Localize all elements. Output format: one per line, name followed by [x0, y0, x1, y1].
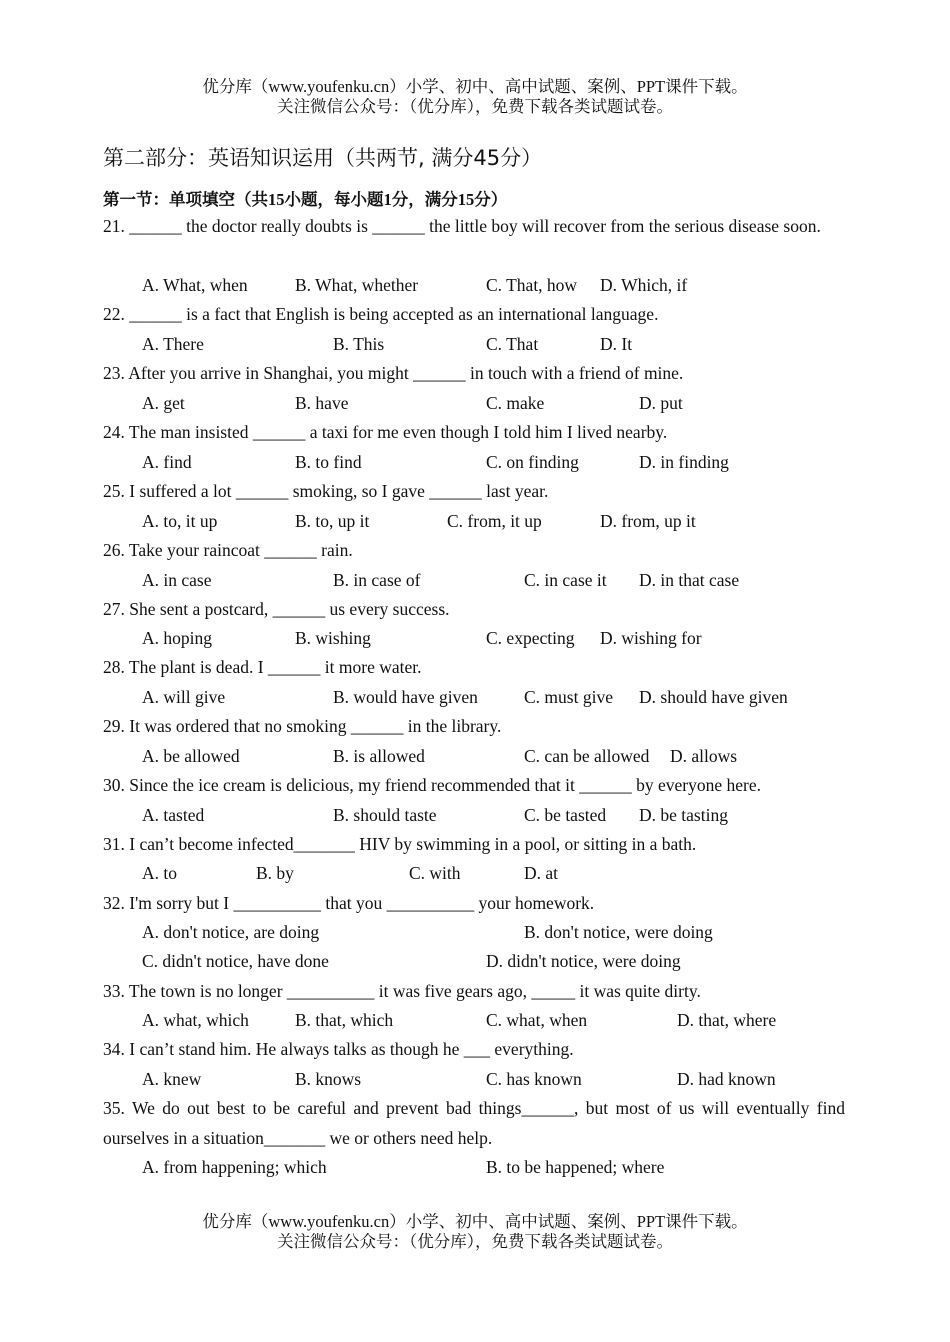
question-stem: 21. ______ the doctor really doubts is ______ the little boy will recover from the serious disease soon. — [103, 216, 821, 236]
option-b: B. to find — [295, 452, 362, 472]
option-b: B. is allowed — [333, 746, 425, 766]
option-a: A. get — [142, 393, 185, 413]
option-a: A. in case — [142, 570, 212, 590]
question-stem: 34. I can’t stand him. He always talks as though he ___ everything. — [103, 1039, 574, 1059]
option-a: A. tasted — [142, 805, 205, 825]
option-b: B. should taste — [333, 805, 437, 825]
page-header — [0, 77, 950, 117]
option-b: B. by — [256, 863, 294, 883]
question-stem: 30. Since the ice cream is delicious, my friend recommended that it ______ by everyone here. — [103, 775, 761, 795]
option-d: D. had known — [677, 1069, 776, 1089]
option-c: C. what, when — [486, 1010, 588, 1030]
question-stem: 33. The town is no longer __________ it was five gears ago, _____ it was quite dirty. — [103, 981, 701, 1001]
option-c: C. make — [486, 393, 545, 413]
header-line-1: 优分库（www.youfenku.cn）小学、初中、高中试题、案例、PPT课件下载。 — [202, 77, 748, 96]
question-stem: 29. It was ordered that no smoking ______ in the library. — [103, 716, 502, 736]
option-b: B. have — [295, 393, 349, 413]
option-c: C. must give — [524, 687, 613, 707]
option-d: D. be tasting — [639, 805, 728, 825]
option-d: D. in finding — [639, 452, 729, 472]
option-a: A. hoping — [142, 628, 212, 648]
question-stem: 22. ______ is a fact that English is being accepted as an international language. — [103, 304, 659, 324]
option-b: B. What, whether — [295, 275, 419, 295]
option-d: D. in that case — [639, 570, 740, 590]
option-b: B. don't notice, were doing — [524, 922, 713, 942]
option-a: A. what, which — [142, 1010, 249, 1030]
option-d: D. should have given — [639, 687, 788, 707]
option-c: C. with — [409, 863, 461, 883]
option-a: A. will give — [142, 687, 226, 707]
option-d: D. It — [600, 334, 633, 354]
question-stem: 28. The plant is dead. I ______ it more water. — [103, 657, 422, 677]
option-d: D. wishing for — [600, 628, 702, 648]
option-d: D. put — [639, 393, 683, 413]
option-b: B. This — [333, 334, 385, 354]
question-stem: 23. After you arrive in Shanghai, you might ______ in touch with a friend of mine. — [103, 363, 684, 383]
question-stem: 31. I can’t become infected_______ HIV by swimming in a pool, or sitting in a bath. — [103, 834, 697, 854]
option-c: C. can be allowed — [524, 746, 650, 766]
option-d: D. allows — [670, 746, 738, 766]
option-a: A. find — [142, 452, 192, 472]
option-a: A. to — [142, 863, 177, 883]
option-d: D. at — [524, 863, 559, 883]
option-d: D. didn't notice, were doing — [486, 951, 681, 971]
option-a: A. There — [142, 334, 204, 354]
option-d: D. Which, if — [600, 275, 688, 295]
option-c: C. That — [486, 334, 539, 354]
option-c: C. That, how — [486, 275, 578, 295]
option-b: B. to be happened; where — [486, 1157, 665, 1177]
option-c: C. in case it — [524, 570, 607, 590]
question-stem: 32. I'm sorry but I __________ that you __________ your homework. — [103, 893, 595, 913]
option-b: B. that, which — [295, 1010, 394, 1030]
option-a: A. be allowed — [142, 746, 240, 766]
question-stem: 27. She sent a postcard, ______ us every success. — [103, 599, 450, 619]
option-b: B. to, up it — [295, 511, 370, 531]
option-d: D. from, up it — [600, 511, 696, 531]
option-c: C. be tasted — [524, 805, 607, 825]
question-stem: 24. The man insisted ______ a taxi for me even though I told him I lived nearby. — [103, 422, 668, 442]
option-b: B. in case of — [333, 570, 421, 590]
header-line-2: 关注微信公众号：（优分库），免费下载各类试题试卷。 — [277, 97, 673, 116]
option-c: C. expecting — [486, 628, 575, 648]
option-c: C. from, it up — [447, 511, 542, 531]
option-b: B. would have given — [333, 687, 478, 707]
footer-line-1: 优分库（www.youfenku.cn）小学、初中、高中试题、案例、PPT课件下载。 — [202, 1212, 748, 1231]
option-c: C. on finding — [486, 452, 579, 472]
option-a: A. don't notice, are doing — [142, 922, 320, 942]
option-c: C. didn't notice, have done — [142, 951, 329, 971]
page-footer — [0, 1212, 950, 1252]
question-stem: 26. Take your raincoat ______ rain. — [103, 540, 353, 560]
option-b: B. knows — [295, 1069, 362, 1089]
part-title: 第二部分：英语知识运用（共两节, 满分45分） — [103, 146, 543, 170]
section-title: 第一节：单项填空（共15小题，每小题1分，满分15分） — [103, 190, 508, 209]
question-stem: 25. I suffered a lot ______ smoking, so I gave ______ last year. — [103, 481, 549, 501]
option-b: B. wishing — [295, 628, 371, 648]
option-a: A. from happening; which — [142, 1157, 327, 1177]
footer-line-2: 关注微信公众号：（优分库），免费下载各类试题试卷。 — [277, 1232, 673, 1251]
option-c: C. has known — [486, 1069, 582, 1089]
option-a: A. What, when — [142, 275, 248, 295]
option-a: A. to, it up — [142, 511, 218, 531]
question-stem: 35. We do out best to be careful and prevent bad things______, but most of us will eventually find ourselves in a situation_______ we or others need help. — [103, 1098, 845, 1148]
option-d: D. that, where — [677, 1010, 777, 1030]
option-a: A. knew — [142, 1069, 202, 1089]
